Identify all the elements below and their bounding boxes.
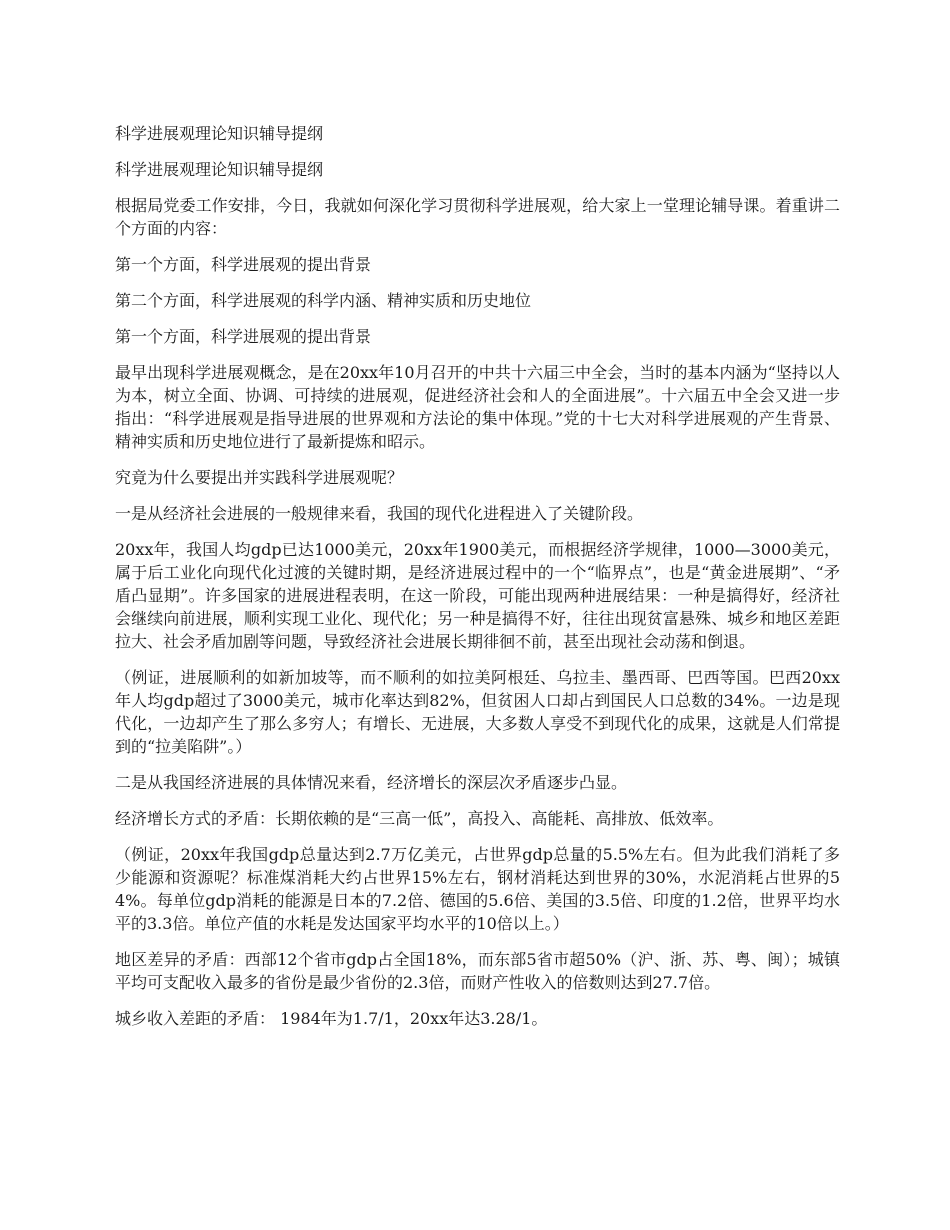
body-paragraph: 经济增长方式的矛盾：长期依赖的是“三高一低”，高投入、高能耗、高排放、低效率。: [115, 809, 724, 828]
document-body: [115, 122, 840, 1043]
document-subtitle: 科学进展观理论知识辅导提纲: [115, 160, 324, 179]
point-heading-2: 二是从我国经济进展的具体情况来看，经济增长的深层次矛盾逐步凸显。: [115, 773, 628, 792]
example-paragraph: （例证，20xx年我国gdp总量达到2.7万亿美元，占世界gdp总量的5.5%左右。但为此我们消耗了多少能源和资源呢？标准煤消耗大约占世界15%左右，钢材消耗达到世界的30%，水泥消耗占世界的54%。每单位gdp消耗的能源是日本的7.2倍、德国的5.6倍、美国的3.5倍、印度的1.2倍，世界平均水平的3.3倍。单位产值的水耗是发达国家平均水平的10倍以上。）: [115, 845, 840, 933]
outline-item-2: 第二个方面，科学进展观的科学内涵、精神实质和历史地位: [115, 291, 532, 310]
point-heading-1: 一是从经济社会进展的一般规律来看，我国的现代化进程进入了关键阶段。: [115, 504, 644, 523]
question-paragraph: 究竟为什么要提出并实践科学进展观呢？: [115, 468, 404, 487]
outline-item-1: 第一个方面，科学进展观的提出背景: [115, 255, 372, 274]
body-paragraph: 20xx年，我国人均gdp已达1000美元，20xx年1900美元，而根据经济学规律，1000—3000美元，属于后工业化向现代化过渡的关键时期，是经济进展过程中的一个“临界点”，也是“黄金进展期”、“矛盾凸显期”。许多国家的进展进程表明，在这一阶段，可能出现两种进展结果：一种是搞得好，经济社会继续向前进展，顺利实现工业化、现代化；另一种是搞得不好，往往出现贫富悬殊、城乡和地区差距拉大、社会矛盾加剧等问题，导致经济社会进展长期徘徊不前，甚至出现社会动荡和倒退。: [115, 540, 840, 651]
body-paragraph: 地区差异的矛盾：西部12个省市gdp占全国18%，而东部5省市超50%（沪、浙、苏、粤、闽）；城镇平均可支配收入最多的省份是最少省份的2.3倍，而财产性收入的倍数则达到27.7倍。: [115, 950, 840, 992]
document-title: 科学进展观理论知识辅导提纲: [115, 124, 324, 143]
section-heading-1: 第一个方面，科学进展观的提出背景: [115, 327, 372, 346]
intro-paragraph: 根据局党委工作安排，今日，我就如何深化学习贯彻科学进展观，给大家上一堂理论辅导课。着重讲二个方面的内容：: [115, 196, 840, 238]
body-paragraph: 城乡收入差距的矛盾： 1984年为1.7/1，20xx年达3.28/1。: [115, 1009, 548, 1028]
body-paragraph: 最早出现科学进展观概念，是在20xx年10月召开的中共十六届三中全会，当时的基本内涵为“坚持以人为本，树立全面、协调、可持续的进展观，促进经济社会和人的全面进展”。十六届五中全会又进一步指出：“科学进展观是指导进展的世界观和方法论的集中体现。”党的十七大对科学进展观的产生背景、精神实质和历史地位进行了最新提炼和昭示。: [115, 363, 840, 451]
example-paragraph: （例证，进展顺利的如新加坡等，而不顺利的如拉美阿根廷、乌拉圭、墨西哥、巴西等国。巴西20xx年人均gdp超过了3000美元，城市化率达到82%，但贫困人口却占到国民人口总数的34%。一边是现代化，一边却产生了那么多穷人；有增长、无进展，大多数人享受不到现代化的成果，这就是人们常提到的“拉美陷阱”。）: [115, 668, 840, 756]
